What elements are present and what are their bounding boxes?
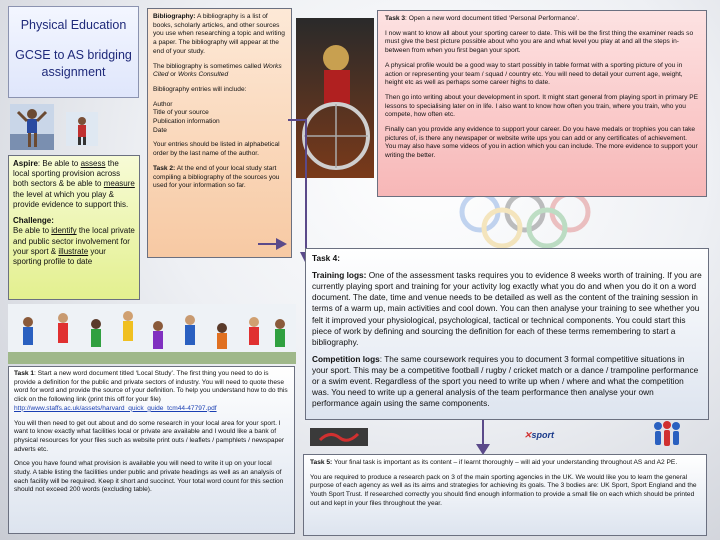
page-title: Physical Education <box>20 18 127 32</box>
biblio-entry: Date <box>153 126 167 134</box>
bibliography-box: Bibliography: A bibliography is a list of books, scholarly articles, and other sources you use when researching a topic and writing a paper. The bibliography will appear at the end of your study. The bibliography is sometimes called Works Cited or Works Consulted Bibliography entries will include: Author Title of your source Publication information Date Your entries should be listed in alphabetical order by the last name of the author. Task 2: At the end of your local study start compiling a bibliography of the sources you used for your information so far. <box>147 8 292 258</box>
task1-box: Task 1: Start a new word document titled ‘Local Study’. The first thing you need to do is provide a definition for the public and private sectors of industry. You will need to quote these word for word and provide the source of your definition. To help you understand how to do this click on the following link (print this off for your file) http://www.staffs.ac.uk/assets/harvard_quick_guide_tcm44-47797.pdf You will then need to get out about and do some research in your local area for your sport. I want to know exactly what facilities local or private are available and I would like a bank of physical resources for your files such as website print outs / leaflets / pamphlets / newspaper adverts etc. Once you have found what provision is available you will need to write it up on your local study. A table listing the facilities under public and private headings as well as an analysis of each facility will be required. Keep it short and succinct. Your total word count for this section should not exceed 200 words (excluding table). <box>8 366 295 534</box>
page-subtitle: GCSE to AS bridging assignment <box>15 48 132 79</box>
biblio-entry: Title of your source <box>153 109 209 117</box>
harvard-guide-link[interactable]: http://www.staffs.ac.uk/assets/harvard_quick_guide_tcm44-47797.pdf <box>14 404 217 412</box>
youth-sport-trust-logo <box>650 420 684 450</box>
task5-box: Task 5: Your final task is important as its content – if learnt thoroughly – will aid your understanding throughout AS and A2 PE. You are required to produce a research pack on 3 of the main sporting agencies in the UK. We would like you to learn the general purpose of each agency as well as its aims and strategies for achieving its goals. The 3 bodies are: UK Sport, Sport England and the Youth Sport Trust. If researched correctly you should find enough information to provide a small file on each which should be printed out and kept in your files throughout the year. <box>303 454 707 536</box>
aspire-text: Aspire: Be able to assess the local sporting provision across both sectors & be able to measure the level at which you play & provide evidence to support this. <box>13 159 135 209</box>
title-box <box>8 6 139 98</box>
sport-england-logo <box>310 428 368 446</box>
arrow-task4-to-task5 <box>468 418 498 456</box>
children-sports-photo <box>8 304 296 364</box>
aspire-challenge-box <box>8 155 140 300</box>
biblio-entry: Publication information <box>153 118 220 126</box>
sport-photo-small <box>66 112 98 146</box>
arrow-to-task4 <box>258 232 288 256</box>
task3-box: Task 3: Open a new word document titled ‘Personal Performance’. I now want to know all about your sporting career to date. This will be the first thing the examiner reads so must give the best picture possible about who you are and what level you play at and all the steps in-between from when you first began your sport. A physical profile would be a good way to start possibly in table format with a sporting picture of you in action or representing your team / squad / country etc. You will need to detail your current age, weight, height etc as well as perhaps some career highs to date. Then go into writing about your development in sport. It might start general from playing sport in primary PE lessons to specialising later on in life. I also want to know how often you train, where you train, who you compete, how often etc. Finally can you provide any evidence to support your career. Do you have medals or trophies you can take pictures of, is there any newspaper or website write ups you can add or any certificates of achievement. You may also have some videos of you in action which you can include. The more evidence to support your writing the better. <box>377 10 707 197</box>
olympic-rings-watermark <box>450 190 660 250</box>
biblio-entry: Author <box>153 100 173 108</box>
uk-sport-logo: ✕sport <box>524 430 555 440</box>
arrow-task2-to-task4 <box>286 118 326 266</box>
task4-box: Task 4: Training logs: One of the assessment tasks requires you to evidence 8 weeks worth of training. If you are currently playing sport and training for your activity log exactly what you do and when you do it on a word document. The date, time and venue needs to be detailed as well as the content of the training session in terms of a warm up, main activities and cool down. You can then analyse your training to see whether you felt it improved your physiological, psychological, tactical or technical components. You could start this piece of work by defining and sourcing the definition for each of these terms remembering to start a bibliography. Competition logs: The same coursework requires you to document 3 formal competitive situations in your sport. This may be a competitive football / rugby / cricket match or a dance / trampoline performance or a swim event. Regardless of the sport you need to write up when / where and what the competition was. You need to write up a general analysis of the team performance then analyse your own performance again using the same components. <box>305 248 709 420</box>
athlete-photo <box>10 104 54 150</box>
challenge-text: Challenge: Be able to identify the local private and public sector involvement for your sport & illustrate your sporting profile to date <box>13 216 135 267</box>
